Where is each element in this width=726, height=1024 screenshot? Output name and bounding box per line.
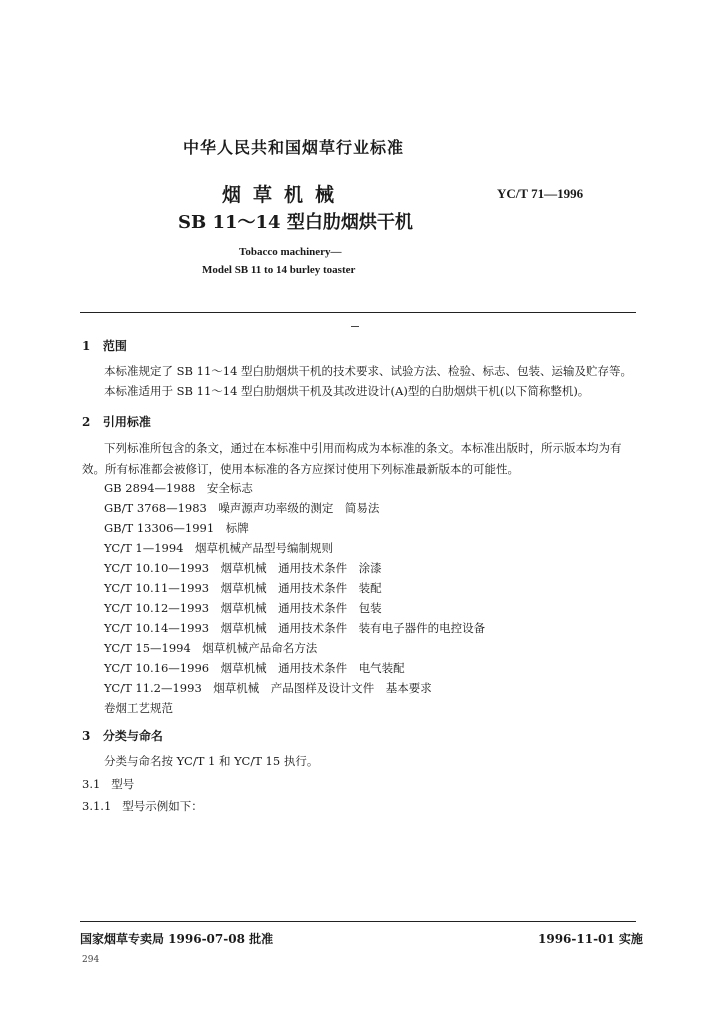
section-number: 3 [82,729,91,743]
section-title: 引用标准 [102,415,151,429]
reference-item: GB/T 13306—1991 标牌 [104,521,249,535]
section-1-paragraph-2: 本标准适用于 SB 11～14 型白肋烟烘干机及其改进设计(A)型的白肋烟烘干机(以下简称整机)。 [104,384,590,398]
header-divider [80,312,636,313]
reference-item: YC/T 11.2—1993 烟草机械 产品图样及设计文件 基本要求 [104,681,432,695]
section-2-heading [82,413,151,430]
reference-item: YC/T 1—1994 烟草机械产品型号编制规则 [104,541,333,555]
center-mark [351,326,359,327]
section-3-text: 分类与命名按 YC/T 1 和 YC/T 15 执行。 [104,754,319,768]
title-chinese-line1: 烟草机械 [222,184,347,206]
reference-item: YC/T 10.12—1993 烟草机械 通用技术条件 包装 [104,601,382,615]
subsection-text: 型号示例如下： [122,799,203,813]
title-english-line2: Model SB 11 to 14 burley toaster [202,264,356,276]
reference-item: YC/T 10.14—1993 烟草机械 通用技术条件 装有电子器件的电控设备 [104,621,486,635]
subsection-3-1 [82,776,134,792]
subsection-title: 型号 [111,777,135,791]
section-number: 2 [82,415,91,429]
footer-divider [80,921,636,922]
section-title: 分类与命名 [102,729,163,743]
section-1-heading [82,337,127,354]
reference-item: GB 2894—1988 安全标志 [104,481,253,495]
section-number: 1 [82,339,91,353]
reference-item: YC/T 10.10—1993 烟草机械 通用技术条件 涂漆 [104,561,382,575]
reference-item: YC/T 10.16—1996 烟草机械 通用技术条件 电气装配 [104,661,405,675]
subsection-number: 3.1.1 [82,799,112,813]
section-title: 范围 [102,339,127,353]
title-chinese-line2: SB 11～14 型白肋烟烘干机 [178,212,413,233]
reference-item: 卷烟工艺规范 [104,701,173,715]
reference-item: GB/T 3768—1983 噪声源声功率级的测定 简易法 [104,501,380,515]
reference-item: YC/T 15—1994 烟草机械产品命名方法 [104,641,318,655]
reference-item: YC/T 10.11—1993 烟草机械 通用技术条件 装配 [104,581,382,595]
subsection-number: 3.1 [82,777,101,791]
standard-code: YC/T 71—1996 [497,186,584,201]
title-english-line1: Tobacco machinery— [239,246,342,258]
section-2-intro: 下列标准所包含的条文，通过在本标准中引用而构成为本标准的条文。本标准出版时，所示版本均为有效。所有标准都会被修订，使用本标准的各方应探讨使用下列标准最新版本的可能性。 [82,441,622,476]
issuing-organization: 中华人民共和国烟草行业标准 [183,138,405,157]
subsection-3-1-1 [82,798,203,814]
implementation-date: 1996-11-01 实施 [538,932,643,946]
approval-statement: 国家烟草专卖局 1996-07-08 批准 [80,932,274,946]
page-number: 294 [82,955,100,965]
section-1-paragraph-1: 本标准规定了 SB 11～14 型白肋烟烘干机的技术要求、试验方法、检验、标志、包装、运输及贮存等。 [104,364,633,378]
section-3-heading [82,727,163,744]
